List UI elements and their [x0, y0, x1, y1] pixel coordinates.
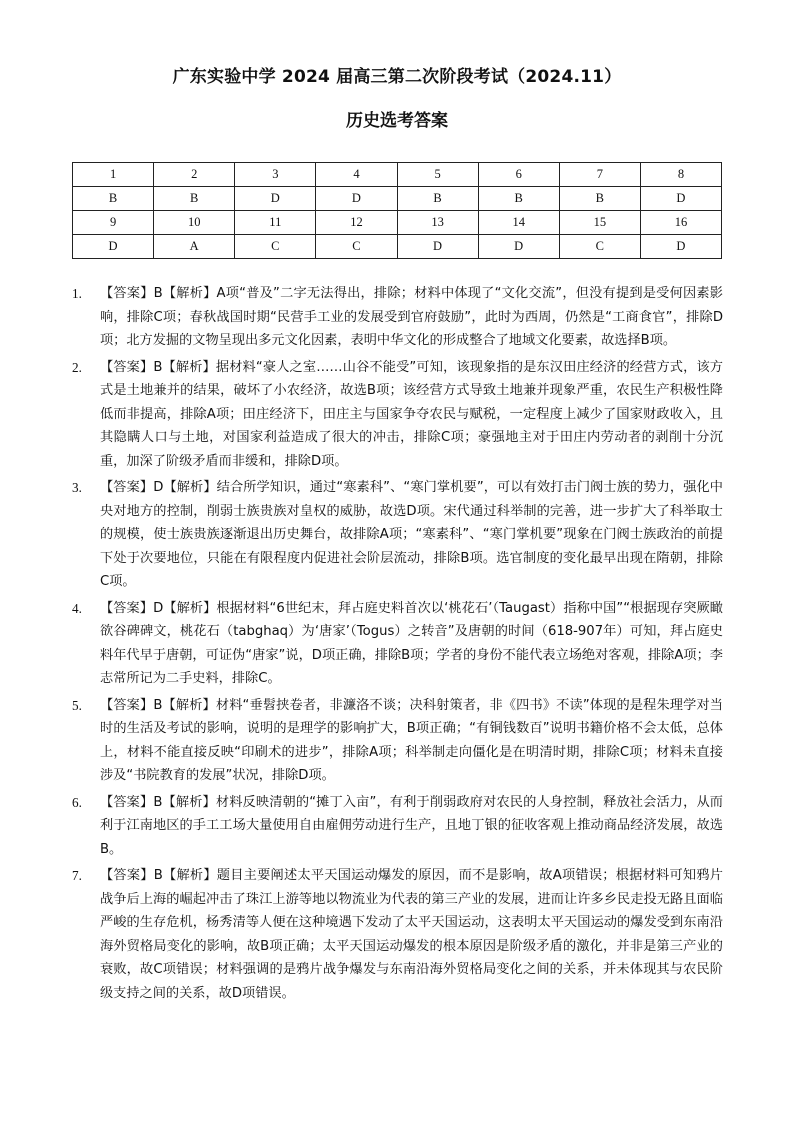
answer-row [73, 235, 722, 259]
question-number-cell: 12 [316, 211, 397, 235]
item-text: 【答案】B【解析】A项“普及”二字无法得出，排除；材料中体现了“文化交流”，但没有提到是受何因素影响，排除C项；春秋战国时期“民营手工业的发展受到官府鼓励”，此时为西周，仍然是“工商食官”，排除D项；北方发掘的文物呈现出多元文化因素，表明中华文化的形成整合了地域文化要素，故选择B项。 [100, 286, 723, 348]
explanation-item [72, 791, 723, 862]
item-text: 【答案】D【解析】根据材料“6世纪末，拜占庭史料首次以‘桃花石’（Taugast）指称中国”“根据现存突厥瞰欲谷碑碑文，桃花石（tabghaq）为‘唐家’（Togus）之转音”及唐朝的时间（618-907年）可知，拜占庭史料年代早于唐朝，可证伪“唐家”说，D项正确，排除B项；学者的身份不能代表立场绝对客观，排除A项；李志常所记为二手史料，排除C。 [100, 600, 723, 686]
item-text: 【答案】B【解析】材料反映清朝的“摊丁入亩”，有利于削弱政府对农民的人身控制，释放社会活力，从而利于江南地区的手工工场大量使用自由雇佣劳动进行生产，且地丁银的征收客观上推动商品经济发展，故选B。 [100, 794, 723, 857]
question-number-cell: 6 [478, 163, 559, 187]
answer-cell: B [154, 187, 235, 211]
item-number: 6. [72, 794, 82, 810]
item-text: 【答案】B【解析】据材料“豪人之室……山谷不能受”可知，该现象指的是东汉田庄经济的经营方式，该方式是土地兼并的结果，破坏了小农经济，故选B项；该经营方式导致土地兼并现象严重，农民生产积极性降低而非提高，排除A项；田庄经济下，田庄主与国家争夺农民与赋税，一定程度上减少了国家财政收入，且其隐瞒人口与土地，对国家利益造成了很大的冲击，排除C项；豪强地主对于田庄内劳动者的剥削十分沉重，加深了阶级矛盾而非缓和，排除D项。 [100, 359, 723, 469]
item-number: 7. [72, 868, 82, 883]
explanation-item [72, 864, 723, 1005]
question-number-cell: 9 [73, 211, 154, 235]
question-number-cell: 2 [154, 163, 235, 187]
item-number: 2. [72, 359, 82, 375]
answer-cell: D [73, 235, 154, 259]
explanation-item [72, 282, 723, 353]
item-number: 3. [72, 480, 82, 495]
answer-cell: D [397, 235, 478, 259]
question-number-row [73, 163, 722, 187]
answer-cell: B [478, 187, 559, 211]
answer-table [72, 162, 722, 259]
question-number-row [73, 211, 722, 235]
explanation-item [72, 476, 723, 594]
document-subtitle: 历史选考答案 [346, 111, 448, 131]
item-number: 1. [72, 286, 82, 301]
answer-cell: B [559, 187, 640, 211]
question-number-cell: 16 [640, 211, 721, 235]
question-number-cell: 7 [559, 163, 640, 187]
question-number-cell: 11 [235, 211, 316, 235]
answer-cell: C [316, 235, 397, 259]
answer-row [73, 187, 722, 211]
question-number-cell: 8 [640, 163, 721, 187]
answer-cell: D [235, 187, 316, 211]
explanation-list [72, 282, 723, 1008]
question-number-cell: 10 [154, 211, 235, 235]
item-number: 5. [72, 697, 82, 713]
explanation-item [72, 694, 723, 788]
question-number-cell: 1 [73, 163, 154, 187]
question-number-cell: 13 [397, 211, 478, 235]
question-number-cell: 15 [559, 211, 640, 235]
item-text: 【答案】B【解析】题目主要阐述太平天国运动爆发的原因，而不是影响，故A项错误；根据材料可知鸦片战争后上海的崛起冲击了珠江上游等地以物流业为代表的第三产业的发展，进而让许多乡民走投无路且面临严峻的生存危机，杨秀清等人便在这种境遇下发动了太平天国运动，这表明太平天国运动的爆发受到东南沿海外贸格局变化的影响，故B项正确；太平天国运动爆发的根本原因是阶级矛盾的激化，并非是第三产业的衰败，故C项错误；材料强调的是鸦片战争爆发与东南沿海外贸格局变化之间的关系，并未体现其与农民阶级支持之间的关系，故D项错误。 [100, 868, 723, 1001]
question-number-cell: 4 [316, 163, 397, 187]
explanation-item [72, 597, 723, 691]
question-number-cell: 14 [478, 211, 559, 235]
item-text: 【答案】B【解析】材料“垂髫挟卷者，非濂洛不谈；决科射策者，非《四书》不读”体现的是程朱理学对当时的生活及考试的影响，说明的是理学的影响扩大，B项正确；“有铜钱数百”说明书籍价格不会太低，总体上，材料不能直接反映“印刷术的进步”，排除A项；科举制走向僵化是在明清时期，排除C项；材料未直接涉及“书院教育的发展”状况，排除D项。 [100, 697, 723, 783]
explanation-item [72, 356, 723, 474]
answer-cell: C [235, 235, 316, 259]
answer-cell: D [640, 187, 721, 211]
answer-cell: A [154, 235, 235, 259]
answer-cell: D [316, 187, 397, 211]
answer-cell: B [73, 187, 154, 211]
item-number: 4. [72, 600, 82, 616]
question-number-cell: 5 [397, 163, 478, 187]
answer-cell: B [397, 187, 478, 211]
document-title: 广东实验中学 2024 届高三第二次阶段考试（2024.11） [172, 67, 622, 87]
item-text: 【答案】D【解析】结合所学知识，通过“寒素科”、“寒门掌机要”，可以有效打击门阀士族的势力，强化中央对地方的控制，削弱士族贵族对皇权的威胁，故选D项。宋代通过科举制的完善，进一步扩大了科举取士的规模，使士族贵族逐渐退出历史舞台，故排除A项；“寒素科”、“寒门掌机要”现象在门阀士族政治的前提下处于次要地位，只能在有限程度内促进社会阶层流动，排除B项。选官制度的变化最早出现在隋朝，排除C项。 [100, 480, 723, 589]
question-number-cell: 3 [235, 163, 316, 187]
answer-cell: C [559, 235, 640, 259]
answer-cell: D [640, 235, 721, 259]
answer-cell: D [478, 235, 559, 259]
